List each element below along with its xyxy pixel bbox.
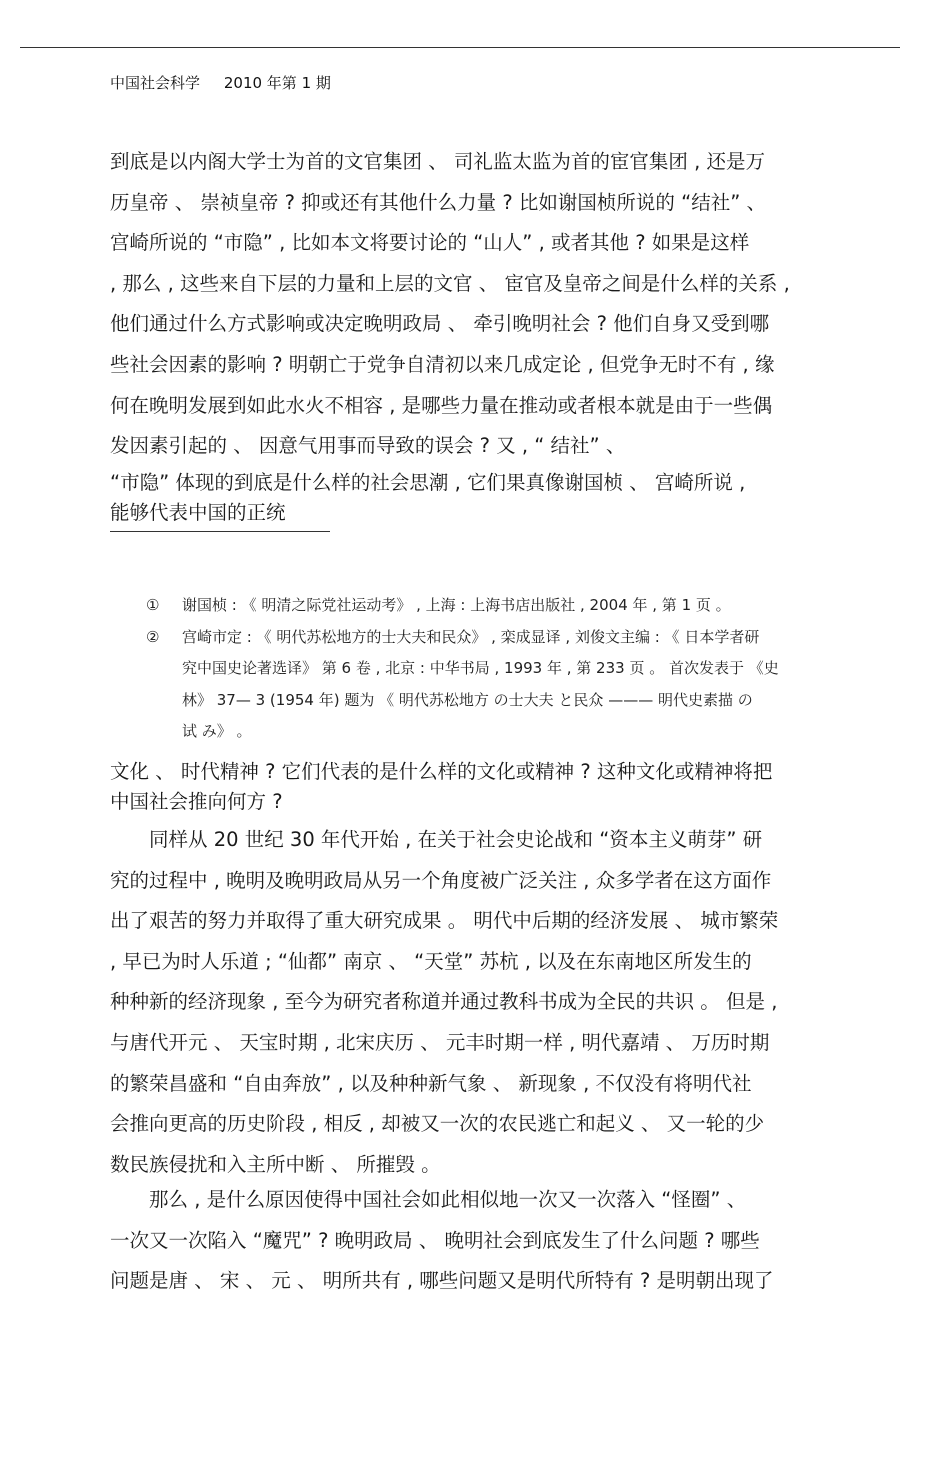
footnote-2 bbox=[146, 622, 846, 748]
text-line: 历皇帝 、 崇祯皇帝 ? 抑或还有其他什么力量 ? 比如谢国桢所说的 “结社” 、 bbox=[110, 190, 766, 214]
text-line: 种种新的经济现象 , 至今为研究者称道并通过教科书成为全民的共识 。 但是 , bbox=[110, 990, 778, 1014]
footnotes bbox=[146, 590, 846, 748]
text-line: 数民族侵扰和入主所中断 、 所摧毁 。 bbox=[110, 1152, 441, 1176]
footnote-mark: ① bbox=[146, 596, 160, 614]
text-line: 中国社会推向何方 ? bbox=[110, 790, 283, 813]
footnote-rule bbox=[110, 531, 330, 532]
footnote-mark: ② bbox=[146, 627, 160, 646]
text-line: 到底是以内阁大学士为首的文官集团 、 司礼监太监为首的宦官集团 , 还是万 bbox=[110, 150, 765, 173]
paragraph-2 bbox=[110, 757, 850, 817]
text-line: 的繁荣昌盛和 “自由奔放” , 以及种种新气象 、 新现象 , 不仅没有将明代社 bbox=[110, 1071, 752, 1095]
paragraph-3 bbox=[110, 820, 850, 1185]
header-rule bbox=[20, 47, 900, 48]
issue-label: 2010 年第 1 期 bbox=[223, 74, 331, 92]
text-line: 何在晚明发展到如此水火不相容 , 是哪些力量在推动或者根本就是由于一些偶 bbox=[110, 393, 773, 417]
paragraph-4 bbox=[110, 1180, 850, 1302]
text-line: 同样从 20 世纪 30 年代开始 , 在关于社会史论战和 “资本主义萌芽” 研 bbox=[110, 828, 763, 851]
running-header bbox=[110, 73, 331, 93]
footnote-line: 试 み》 。 bbox=[182, 722, 252, 740]
text-line: 发因素引起的 、 因意气用事而导致的误会 ? 又 , “ 结社” 、 bbox=[110, 434, 626, 458]
text-line: “市隐” 体现的到底是什么样的社会思潮 , 它们果真像谢国桢 、 宫崎所说 , bbox=[110, 471, 746, 494]
footnote-line: 究中国史论著选译》 第 6 卷 , 北京 : 中华书局 , 1993 年 , 第 233 页 。 首次发表于 《史 bbox=[182, 659, 779, 677]
text-line: 能够代表中国的正统 bbox=[110, 501, 286, 524]
footnote-1 bbox=[146, 590, 846, 622]
journal-title: 中国社会科学 bbox=[110, 74, 201, 92]
text-line: 问题是唐 、 宋 、 元 、 明所共有 , 哪些问题又是明代所特有 ? 是明朝出现了 bbox=[110, 1269, 774, 1293]
text-line: , 早已为时人乐道 ; “仙都” 南京 、 “天堂” 苏杭 , 以及在东南地区所发生的 bbox=[110, 949, 752, 973]
text-line: 与唐代开元 、 天宝时期 , 北宋庆历 、 元丰时期一样 , 明代嘉靖 、 万历时期 bbox=[110, 1030, 770, 1054]
paragraph-1-tail bbox=[110, 468, 850, 528]
text-line: , 那么 , 这些来自下层的力量和上层的文官 、 宦官及皇帝之间是什么样的关系 , bbox=[110, 271, 790, 295]
text-line: 文化 、 时代精神 ? 它们代表的是什么样的文化或精神 ? 这种文化或精神将把 bbox=[110, 760, 773, 783]
text-line: 究的过程中 , 晚明及晚明政局从另一个角度被广泛关注 , 众多学者在这方面作 bbox=[110, 868, 772, 892]
text-line: 会推向更高的历史阶段 , 相反 , 却被又一次的农民逃亡和起义 、 又一轮的少 bbox=[110, 1112, 765, 1136]
footnote-line: 谢国桢 : 《 明清之际党社运动考》 , 上海 : 上海书店出版社 , 2004 年 , 第 1 页 。 bbox=[182, 596, 731, 614]
text-line: 他们通过什么方式影响或决定晚明政局 、 牵引晚明社会 ? 他们自身又受到哪 bbox=[110, 312, 770, 336]
text-line: 那么 , 是什么原因使得中国社会如此相似地一次又一次落入 “怪圈” 、 bbox=[110, 1188, 747, 1211]
footnote-line: 宫崎市定 : 《 明代苏松地方的士大夫和民众》 , 栾成显译 , 刘俊文主编 : 《 日本学者研 bbox=[182, 627, 760, 646]
text-line: 一次又一次陷入 “魔咒” ? 晚明政局 、 晚明社会到底发生了什么问题 ? 哪些 bbox=[110, 1228, 760, 1252]
text-line: 宫崎所说的 “市隐” , 比如本文将要讨论的 “山人” , 或者其他 ? 如果是这样 bbox=[110, 231, 750, 255]
footnote-line: 林》 37— 3 (1954 年) 题为 《 明代苏松地方 の士大夫 と民众 ——— 明代史素描 の bbox=[182, 690, 753, 709]
paragraph-1 bbox=[110, 142, 845, 467]
text-line: 些社会因素的影响 ? 明朝亡于党争自清初以来几成定论 , 但党争无时不有 , 缘 bbox=[110, 352, 775, 376]
text-line: 出了艰苦的努力并取得了重大研究成果 。 明代中后期的经济发展 、 城市繁荣 bbox=[110, 909, 779, 933]
